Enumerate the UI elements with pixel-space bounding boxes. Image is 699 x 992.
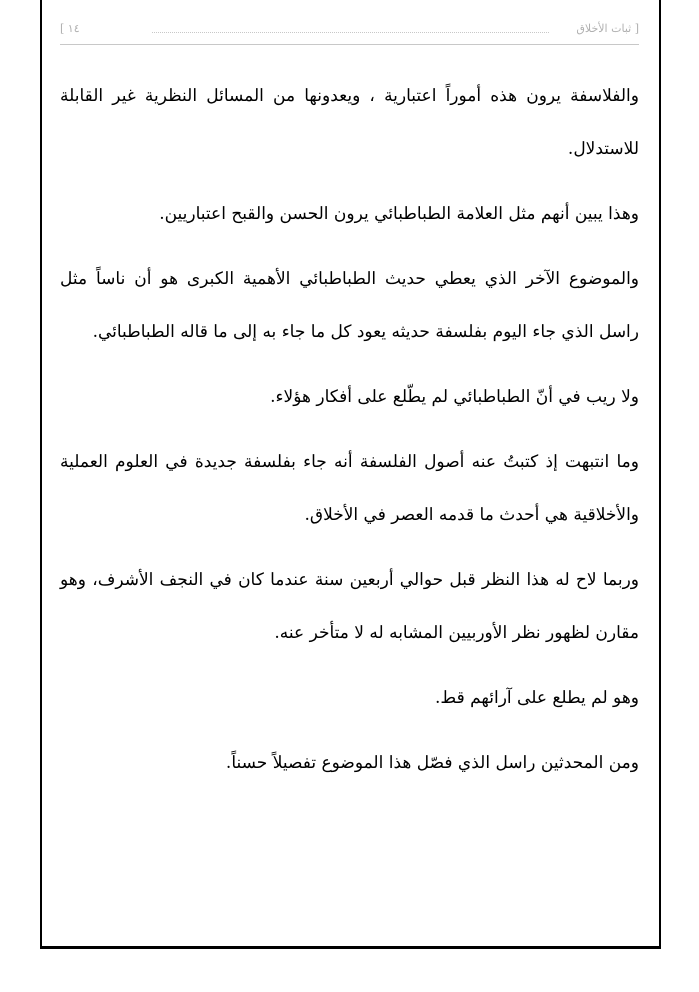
running-header [60,18,639,44]
header-dot-leader [152,32,549,33]
header-rule [60,44,639,45]
book-title: [ ثبات الأخلاق [576,22,639,35]
paragraph: وربما لاح له هذا النظر قبل حوالي أربعين سنة عندما كان في النجف الأشرف، وهو مقارن لظهور نظر الأوربيين المشابه له لا متأخر عنه. [60,570,639,643]
paragraph: وهو لم يطلع على آرائهم قط. [435,688,639,708]
paragraph: والفلاسفة يرون هذه أموراً اعتبارية ، ويعدونها من المسائل النظرية غير القابلة للاستدلال. [60,86,639,159]
paragraph: والموضوع الآخر الذي يعطي حديث الطباطبائي الأهمية الكبرى هو أن ناساً مثل راسل الذي جاء اليوم بفلسفة حديثه يعود كل ما جاء به إلى ما قاله الطباطبائي. [60,269,639,342]
page-number: ١٤ ] [60,22,80,35]
paragraph: وما انتبهت إذ كتبتُ عنه أصول الفلسفة أنه جاء بفلسفة جديدة في العلوم العملية والأخلاقية هي أحدث ما قدمه العصر في الأخلاق. [60,452,639,525]
paragraph: ولا ريب في أنّ الطباطبائي لم يطّلع على أفكار هؤلاء. [270,387,639,407]
paragraph: وهذا يبين أنهم مثل العلامة الطباطبائي يرون الحسن والقبح اعتباريين. [159,204,639,224]
paragraph: ومن المحدثين راسل الذي فصّل هذا الموضوع تفصيلاً حسناً. [225,753,639,773]
page-body [60,70,639,802]
